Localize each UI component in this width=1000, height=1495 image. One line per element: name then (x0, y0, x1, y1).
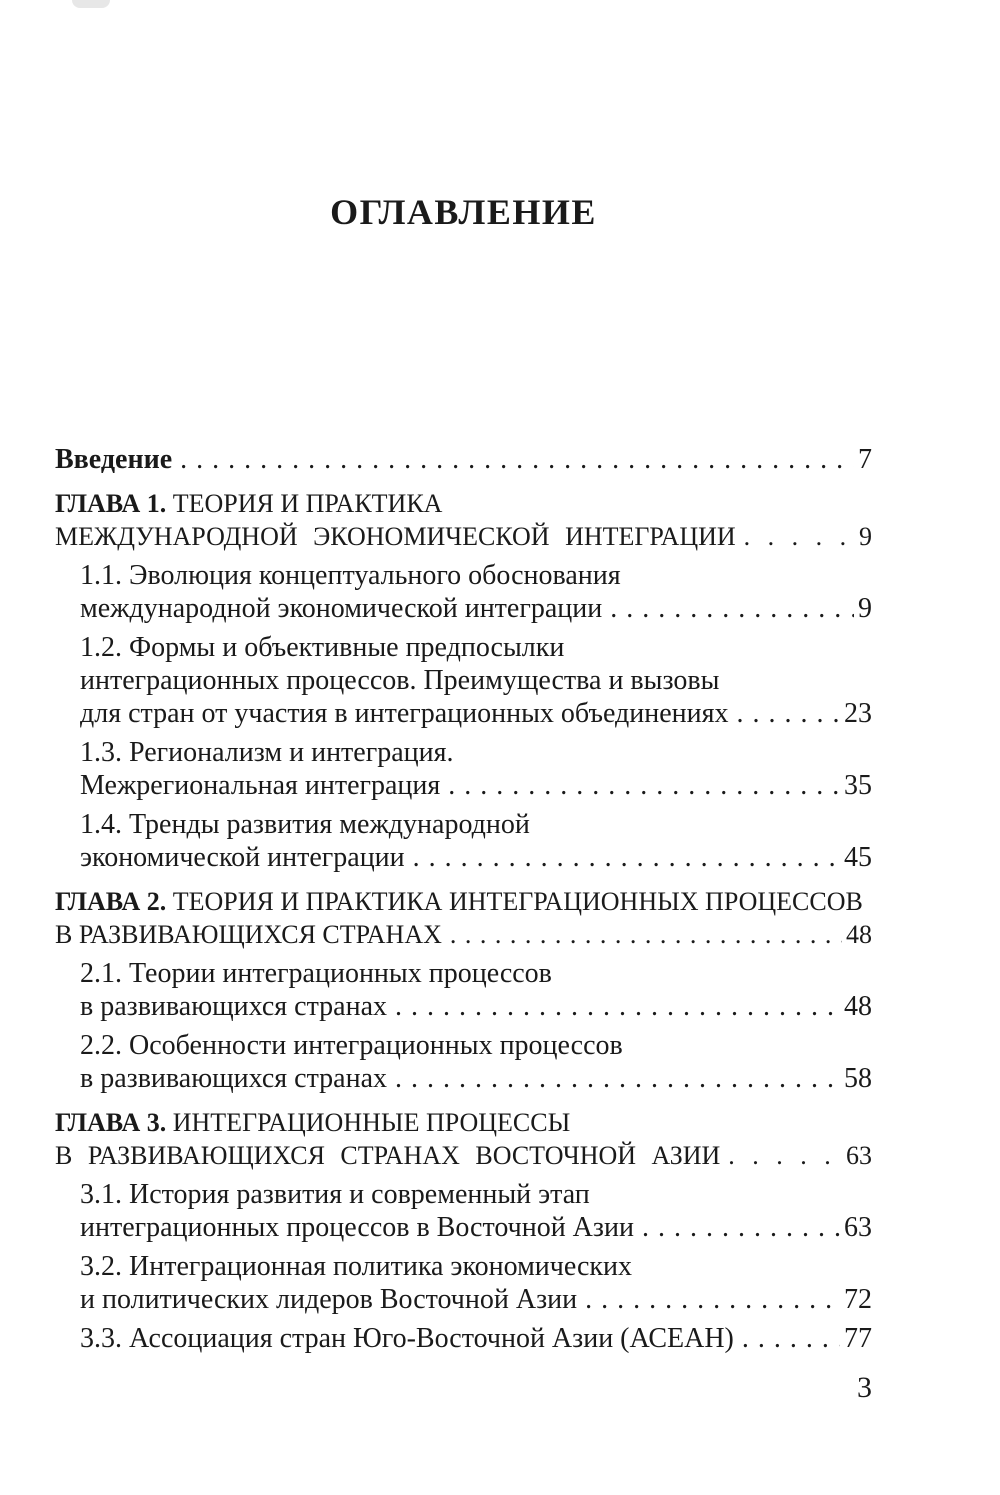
toc-entry-chapter-3 (55, 1106, 872, 1172)
toc-page-ref: 35 (844, 770, 872, 801)
toc-entry-text: и политических лидеров Восточной Азии (80, 1284, 578, 1315)
toc-entry-text: 1.1. Эволюция концептуального обоснования (80, 560, 621, 591)
toc-page-ref: 48 (844, 991, 872, 1022)
toc-line (80, 1211, 872, 1244)
toc-line (80, 697, 872, 730)
dot-leader (413, 841, 840, 874)
toc-entry-text: 3.3. Ассоциация стран Юго-Восточной Азии (АСЕАН) (80, 1323, 734, 1354)
toc-entry-text: ИНТЕГРАЦИОННЫЕ ПРОЦЕССЫ (166, 1108, 571, 1137)
toc-entry-text: ТЕОРИЯ И ПРАКТИКА (166, 489, 443, 518)
toc-entry-section-2-2 (55, 1029, 872, 1095)
toc-entry-label: Введение (55, 444, 173, 475)
toc-entry-text: 3.2. Интеграционная политика экономических (80, 1251, 633, 1282)
dot-leader (742, 1322, 840, 1355)
dot-leader (180, 443, 854, 476)
toc-page-ref: 23 (844, 698, 872, 729)
toc-entry-introduction (55, 443, 872, 476)
toc-entry-text: 3.1. История развития и современный этап (80, 1179, 590, 1210)
toc-entry-text: 1.3. Регионализм и интеграция. (80, 737, 454, 768)
toc-page-ref: 48 (846, 920, 872, 949)
toc-entry-text: Межрегиональная интеграция (80, 770, 441, 801)
toc-entry-text: в развивающихся странах (80, 991, 388, 1022)
toc-page-ref: 45 (844, 842, 872, 873)
toc-entry-section-1-2 (55, 631, 872, 730)
dot-leader (610, 592, 854, 625)
toc-entry-section-3-2 (55, 1250, 872, 1316)
toc-entry-text: 1.2. Формы и объективные предпосылки (80, 632, 565, 663)
toc-entry-text: для стран от участия в интеграционных объединениях (80, 698, 729, 729)
toc-line (80, 736, 872, 769)
toc-page-ref: 9 (859, 522, 872, 551)
toc-chapter-label: ГЛАВА 1. (55, 489, 167, 518)
toc-page-ref: 63 (846, 1141, 872, 1170)
toc-line (55, 1106, 872, 1139)
toc-entry-section-3-3 (55, 1322, 872, 1355)
toc-line (80, 1178, 872, 1211)
toc-line (80, 1029, 872, 1062)
toc-line (80, 1283, 872, 1316)
toc-line (80, 559, 872, 592)
toc-entry-text: международной экономической интеграции (80, 593, 603, 624)
toc-entry-section-1-1 (55, 559, 872, 625)
dot-leader (585, 1283, 840, 1316)
toc-line (80, 664, 872, 697)
toc-line (55, 487, 872, 520)
toc-page-ref: 72 (844, 1284, 872, 1315)
toc-line (80, 1062, 872, 1095)
toc-entry-text: В РАЗВИВАЮЩИХСЯ СТРАНАХ ВОСТОЧНОЙ АЗИИ (55, 1141, 721, 1170)
dot-leader (642, 1211, 840, 1244)
toc-entry-text: МЕЖДУНАРОДНОЙ ЭКОНОМИЧЕСКОЙ ИНТЕГРАЦИИ (55, 522, 736, 551)
toc-page-ref: 9 (858, 593, 872, 624)
toc-page-ref: 77 (844, 1323, 872, 1354)
toc-entry-section-2-1 (55, 957, 872, 1023)
toc-line (55, 1139, 872, 1172)
toc-line (55, 918, 872, 951)
toc-entry-text: 1.4. Тренды развития международной (80, 809, 530, 840)
toc-entry-section-1-4 (55, 808, 872, 874)
toc-entry-section-3-1 (55, 1178, 872, 1244)
page-title: ОГЛАВЛЕНИЕ (330, 192, 597, 232)
toc-line (80, 631, 872, 664)
toc-entry-text: интеграционных процессов в Восточной Азии (80, 1212, 634, 1243)
toc-page-ref: 63 (844, 1212, 872, 1243)
toc-line (80, 1250, 872, 1283)
dot-leader (395, 990, 840, 1023)
toc-chapter-label: ГЛАВА 2. (55, 887, 167, 916)
dot-leader (395, 1062, 840, 1095)
page-number: 3 (857, 1371, 872, 1404)
dot-leader (450, 918, 842, 951)
toc-entry-text: интеграционных процессов. Преимущества и вызовы (80, 665, 720, 696)
toc-chapter-label: ГЛАВА 3. (55, 1108, 167, 1137)
toc-line (55, 443, 872, 476)
toc-page-ref: 58 (844, 1063, 872, 1094)
toc-entry-text: В РАЗВИВАЮЩИХСЯ СТРАНАХ (55, 920, 442, 949)
toc-line (55, 520, 872, 553)
toc-entry-text: в развивающихся странах (80, 1063, 388, 1094)
toc-page-ref: 7 (858, 444, 872, 475)
dot-leader (744, 520, 855, 553)
table-of-contents (55, 443, 872, 1355)
toc-line (80, 957, 872, 990)
toc-entry-text: 2.2. Особенности интеграционных процессов (80, 1030, 623, 1061)
toc-entry-chapter-1 (55, 487, 872, 553)
toc-entry-text: ТЕОРИЯ И ПРАКТИКА ИНТЕГРАЦИОННЫХ ПРОЦЕССОВ (166, 887, 863, 916)
toc-line (80, 808, 872, 841)
toc-entry-section-1-3 (55, 736, 872, 802)
dot-leader (448, 769, 840, 802)
toc-line (80, 592, 872, 625)
dot-leader (728, 1139, 842, 1172)
toc-entry-text: экономической интеграции (80, 842, 405, 873)
dot-leader (737, 697, 840, 730)
toc-entry-chapter-2 (55, 885, 872, 951)
toc-line (80, 841, 872, 874)
toc-line (55, 885, 872, 918)
toc-line (80, 769, 872, 802)
toc-line (80, 1322, 872, 1355)
toc-line (80, 990, 872, 1023)
toc-entry-text: 2.1. Теории интеграционных процессов (80, 958, 552, 989)
page-content (55, 0, 872, 1355)
